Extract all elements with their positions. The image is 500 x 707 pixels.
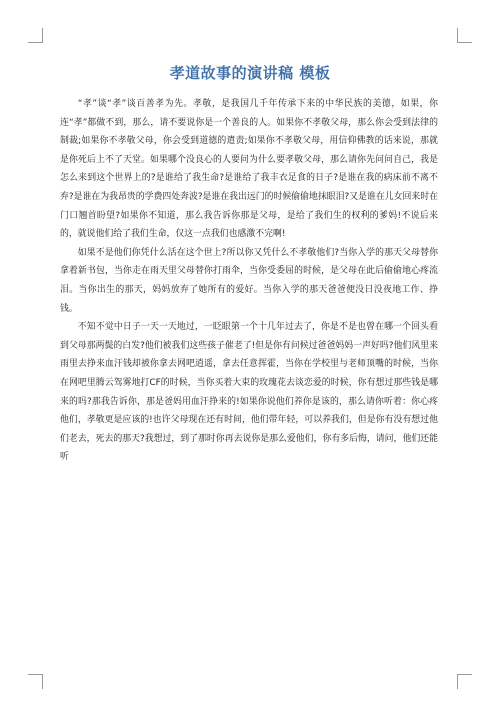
crop-mark-top-right xyxy=(457,28,472,43)
crop-mark-top-left xyxy=(28,28,43,43)
crop-mark-bottom-right xyxy=(457,674,472,689)
paragraph-1: “孝”谈“孝”谈百善孝为先。孝敬，是我国几千年传承下来的中华民族的美德，如果，你连“孝”都做不到，那么，请不要说你是一个善良的人。如果你不孝敬父母，那么你会受到法律的制裁;如果你不孝敬父母，你会受到道德的遣责;如果你不孝敬父母，用信仰佛教的话来说，那就是你死后上不了天堂。如果哪个没良心的人要问为什么要孝敬父母，那么请你先问问自己，我是怎么来到这个世界上的?是谁给了我生命?是谁给了我丰衣足食的日子?是谁在我的病床前不离不弃?是谁在为我昂贵的学费四处奔波?是谁在我出远门的时候偷偷地抹眼泪?又是谁在儿女回来时在门口翘首盼望?如果你不知道，那么我告诉你那是父母，是给了我们生的权利的爹妈!不说后来的，就说他们给了我们生命，仅这一点我们也感激不完啊! xyxy=(60,99,439,240)
crop-mark-bottom-left xyxy=(28,674,43,689)
document-body xyxy=(60,95,438,467)
document-title: 孝道故事的演讲稿 模板 xyxy=(169,64,331,82)
paragraph-3: 不知不觉中日子一天一天地过，一眨眼第一个十几年过去了，你是不是也曾在哪一个回头看到父母那两鬓的白发?他们被我们这些孩子催老了!但是你有问候过爸爸妈妈一声好吗?他们风里来雨里去挣来血汗钱却被你拿去网吧逍遥，拿去任意挥霍，当你在学校里与老师顶嘴的时候，当你在网吧里腾云驾雾地打CF的时候，当你买着大束的玫瑰花去谈恋爱的时候，你有想过那些钱是哪来的吗?那我告诉你，那是爸妈用血汗挣来的!如果你说他们养你是该的，那么请你听着：你心疼他们，孝敬更是应该的!也许父母现在还有时间，他们带年轻，可以养我们，但是你有没有想过他们老去，死去的那天?我想过，到了那时你再去说你是那么爱他们，你有多后悔，请问，他们还能听 xyxy=(60,322,438,463)
paragraph-2: 如果不是他们你凭什么活在这个世上?所以你又凭什么不孝敬他们?当你入学的那天父母替你拿着新书包，当你走在雨天里父母替你打雨伞，当你受委屈的时候，是父母在此后偷偷地心疼流泪。当你出生的那天，妈妈放弃了她所有的爱好。当你入学的那天爸爸便没日没夜地工作、挣钱。 xyxy=(60,247,438,314)
